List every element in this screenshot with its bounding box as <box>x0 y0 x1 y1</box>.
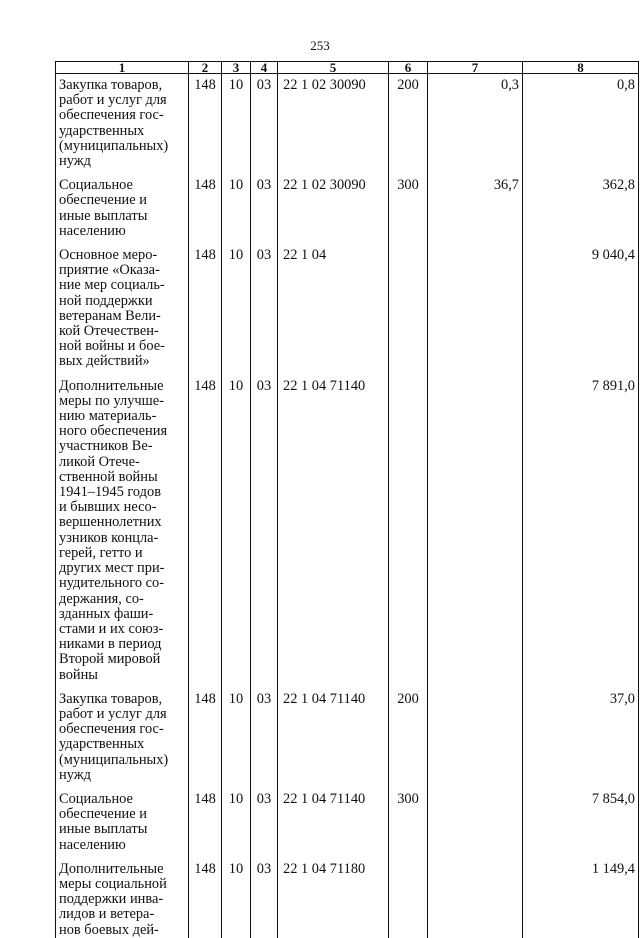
row-expense-type <box>389 370 428 683</box>
row-expense-type: 200 <box>389 683 428 783</box>
row-expense-type: 300 <box>389 783 428 853</box>
table-row <box>56 683 639 783</box>
row-target-article: 22 1 04 71180 <box>278 853 389 938</box>
row-expense-type <box>389 853 428 938</box>
row-ministry-code: 148 <box>189 239 222 370</box>
row-target-article: 22 1 04 71140 <box>278 683 389 783</box>
row-subsection: 03 <box>251 169 278 239</box>
row-subsection: 03 <box>251 239 278 370</box>
row-amount-7: 0,3 <box>428 74 523 170</box>
row-subsection: 03 <box>251 74 278 170</box>
row-amount-7 <box>428 683 523 783</box>
col-header-3: 3 <box>222 62 251 74</box>
row-amount-8: 7 854,0 <box>523 783 639 853</box>
col-header-6: 6 <box>389 62 428 74</box>
row-ministry-code: 148 <box>189 370 222 683</box>
col-header-1: 1 <box>56 62 189 74</box>
table-row <box>56 74 639 170</box>
table-row <box>56 370 639 683</box>
row-section: 10 <box>222 169 251 239</box>
row-target-article: 22 1 04 71140 <box>278 783 389 853</box>
col-header-7: 7 <box>428 62 523 74</box>
row-ministry-code: 148 <box>189 853 222 938</box>
row-expense-type: 300 <box>389 169 428 239</box>
row-amount-7 <box>428 853 523 938</box>
row-amount-8: 9 040,4 <box>523 239 639 370</box>
row-ministry-code: 148 <box>189 74 222 170</box>
row-section: 10 <box>222 370 251 683</box>
row-name: Основное меро- приятие «Оказа- ние мер социаль- ной поддержки ветеранам Вели- кой Отечествен- ной войны и бое- вых действий» <box>56 239 189 370</box>
row-amount-7 <box>428 783 523 853</box>
row-amount-7 <box>428 370 523 683</box>
row-target-article: 22 1 02 30090 <box>278 74 389 170</box>
row-section: 10 <box>222 239 251 370</box>
header-row <box>56 62 639 74</box>
row-subsection: 03 <box>251 683 278 783</box>
row-ministry-code: 148 <box>189 169 222 239</box>
row-amount-8: 1 149,4 <box>523 853 639 938</box>
row-name: Закупка товаров, работ и услуг для обеспечения гос- ударственных (муниципальных) нужд <box>56 74 189 170</box>
row-name: Социальное обеспечение и иные выплаты населению <box>56 783 189 853</box>
row-name: Закупка товаров, работ и услуг для обеспечения гос- ударственных (муниципальных) нужд <box>56 683 189 783</box>
table-row <box>56 169 639 239</box>
row-section: 10 <box>222 783 251 853</box>
row-target-article: 22 1 04 <box>278 239 389 370</box>
col-header-2: 2 <box>189 62 222 74</box>
col-header-4: 4 <box>251 62 278 74</box>
row-expense-type: 200 <box>389 74 428 170</box>
col-header-5: 5 <box>278 62 389 74</box>
row-subsection: 03 <box>251 370 278 683</box>
row-name: Социальное обеспечение и иные выплаты населению <box>56 169 189 239</box>
row-ministry-code: 148 <box>189 783 222 853</box>
table-row <box>56 853 639 938</box>
col-header-8: 8 <box>523 62 639 74</box>
row-section: 10 <box>222 74 251 170</box>
row-section: 10 <box>222 853 251 938</box>
row-subsection: 03 <box>251 853 278 938</box>
row-amount-8: 37,0 <box>523 683 639 783</box>
row-name: Дополнительные меры социальной поддержки инва- лидов и ветера- нов боевых дей- <box>56 853 189 938</box>
row-section: 10 <box>222 683 251 783</box>
page-number: 253 <box>310 38 330 53</box>
budget-table <box>55 61 639 938</box>
row-amount-8: 0,8 <box>523 74 639 170</box>
row-target-article: 22 1 04 71140 <box>278 370 389 683</box>
row-ministry-code: 148 <box>189 683 222 783</box>
row-name: Дополнительные меры по улучше- нию материаль- ного обеспечения участников Ве- ликой Отече- ственной войны 1941–1945 годов и бывших несо- вершеннолетних узников концла- герей, гетто и других мест при- нудительного со- держания, со- зданных фаши- стами и их союз- никами в период Второй мировой войны <box>56 370 189 683</box>
table-row <box>56 783 639 853</box>
row-subsection: 03 <box>251 783 278 853</box>
row-expense-type <box>389 239 428 370</box>
row-amount-7: 36,7 <box>428 169 523 239</box>
row-amount-8: 7 891,0 <box>523 370 639 683</box>
row-amount-8: 362,8 <box>523 169 639 239</box>
row-amount-7 <box>428 239 523 370</box>
table-row <box>56 239 639 370</box>
row-target-article: 22 1 02 30090 <box>278 169 389 239</box>
